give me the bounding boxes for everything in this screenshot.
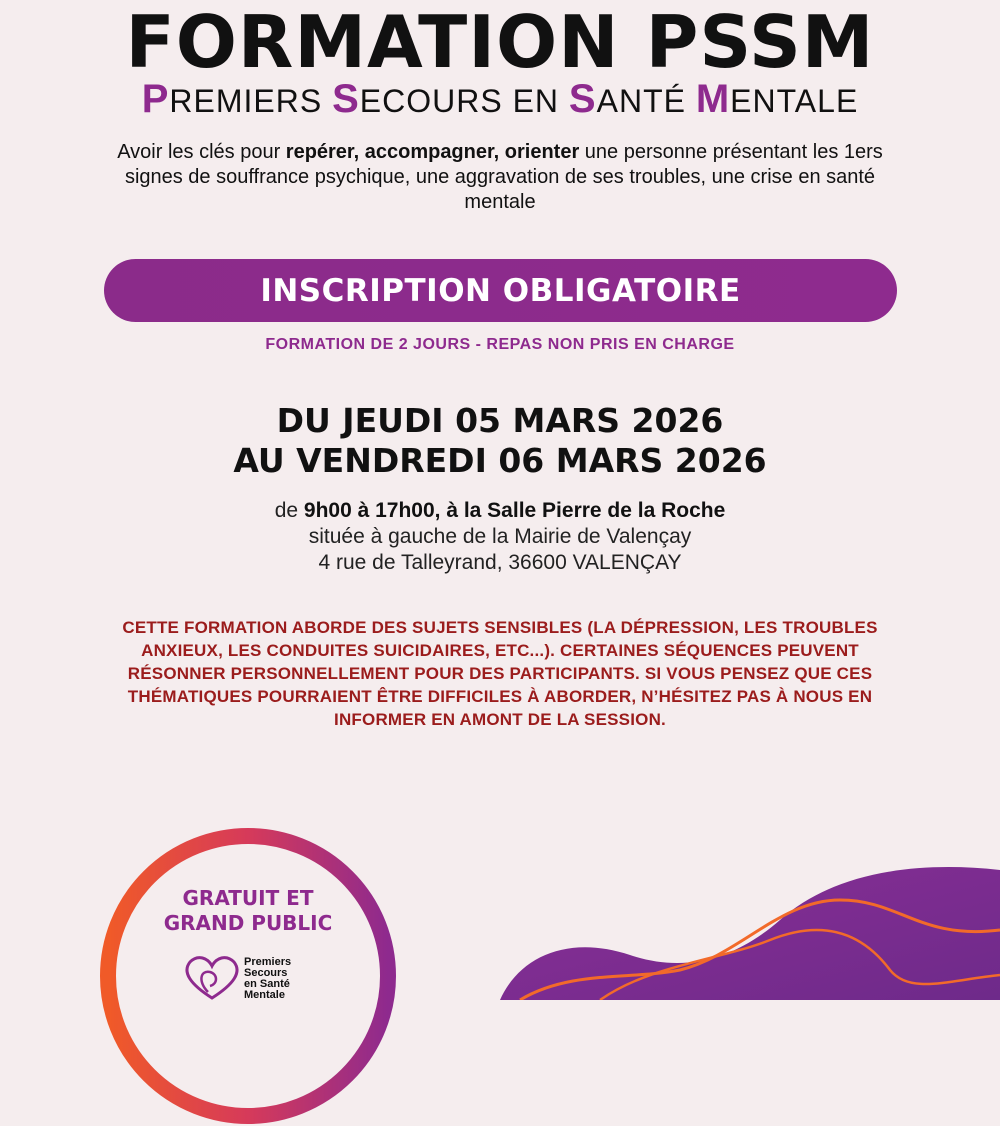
subtitle-word: SECOURS EN	[332, 77, 569, 121]
session-dates	[0, 401, 1000, 481]
subtitle-word: PREMIERS	[141, 77, 333, 121]
content-warning: CETTE FORMATION ABORDE DES SUJETS SENSIBLES (LA DÉPRESSION, LES TROUBLES ANXIEUX, LES CONDUITES SUICIDAIRES, ETC...). CERTAINES SÉQUENCES PEUVENT RÉSONNER PERSONNELLEMENT POUR DES PARTICIPANTS. SI VOUS PENSEZ QUE CES THÉMATIQUES POURRAIENT ÊTRE DIFFICILES À ABORDER, N’HÉSITEZ PAS À NOUS EN INFORMER EN AMONT DE LA SESSION.	[122, 618, 878, 729]
intro-text: Avoir les clés pour repérer, accompagner, orienter une personne présentant les 1ers signes de souffrance psychique, une aggravation de ses troubles, une crise en santé mentale	[117, 141, 883, 213]
intro-keywords: repérer, accompagner, orienter	[285, 141, 580, 163]
session-location: de 9h00 à 17h00, à la Salle Pierre de la Roche située à gauche de la Mairie de Valençay 4 rue de Talleyrand, 36600 VALENÇAY	[0, 498, 1000, 576]
date-end: AU VENDREDI 06 MARS 2026	[233, 441, 767, 480]
subtitle-word: SANTÉ	[568, 77, 696, 121]
free-public-badge: GRATUIT ET GRAND PUBLIC	[163, 886, 333, 935]
page-subtitle	[0, 78, 1000, 122]
venue-description: située à gauche de la Mairie de Valençay	[308, 525, 692, 548]
date-start: DU JEUDI 05 MARS 2026	[276, 401, 724, 440]
pssm-logo-text: Premiers Secours en Santé Mentale	[244, 956, 292, 1001]
page-title: FORMATION PSSM	[125, 0, 875, 84]
venue-address: 4 rue de Talleyrand, 36600 VALENÇAY	[318, 551, 682, 574]
subtitle-word: MENTALE	[695, 77, 859, 121]
session-time-venue: 9h00 à 17h00, à la Salle Pierre de la Roche	[303, 499, 726, 522]
decorative-waves	[480, 860, 1000, 1000]
duration-note: FORMATION DE 2 JOURS - REPAS NON PRIS EN CHARGE	[265, 336, 735, 353]
registration-banner: INSCRIPTION OBLIGATOIRE	[104, 259, 897, 322]
